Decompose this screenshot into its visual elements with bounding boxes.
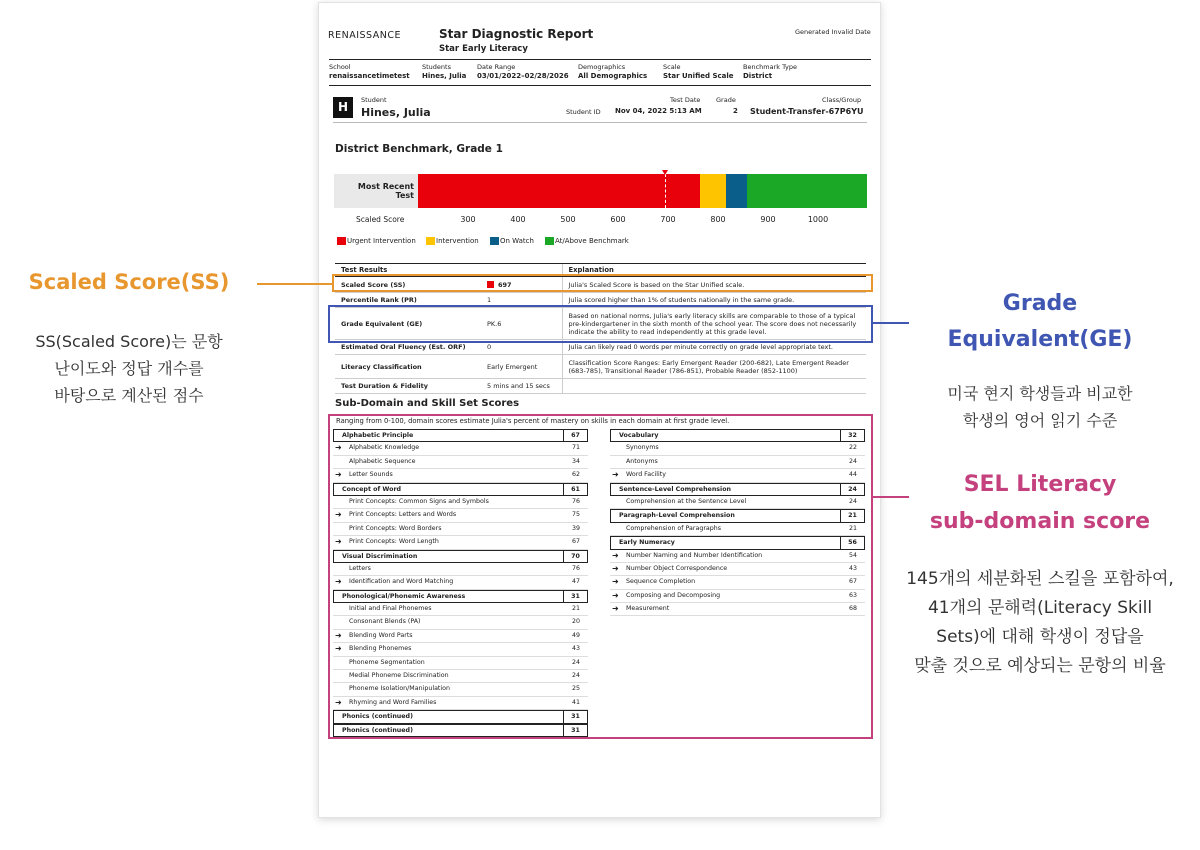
- ge-annotation-line: 학생의 영어 읽기 수준: [962, 411, 1118, 430]
- sel-highlight-box: [328, 414, 873, 739]
- arrow-right-icon: ➜: [335, 470, 342, 480]
- benchmark-type-label: Benchmark Type: [743, 63, 798, 71]
- ge-annotation-line: 미국 현지 학생들과 비교한: [947, 384, 1133, 403]
- domain-name: Vocabulary: [619, 432, 659, 439]
- ss-connector-line: [257, 283, 332, 285]
- sel-annotation-line: 맞출 것으로 예상되는 문항의 비율: [914, 656, 1166, 676]
- skill-score: 43: [848, 564, 857, 572]
- skill-score: 63: [848, 591, 857, 599]
- sel-annotation-title: [885, 466, 1195, 540]
- student-divider: [333, 122, 867, 123]
- result-row-classification: [335, 355, 866, 379]
- skill-score: 24: [571, 658, 580, 666]
- sel-annotation-title-line: SEL Literacy: [963, 472, 1117, 497]
- skill-name: Antonyms: [626, 457, 658, 465]
- ss-annotation-line: 바탕으로 계산된 점수: [54, 386, 204, 405]
- domain-score: 61: [563, 484, 587, 495]
- tick-label: 800: [710, 215, 726, 224]
- result-label: Grade Equivalent (GE): [335, 308, 481, 340]
- skill-name: Alphabetic Knowledge: [349, 444, 420, 452]
- arrow-right-icon: ➜: [335, 510, 342, 520]
- result-value: PK.6: [481, 308, 562, 340]
- benchmark-heading: District Benchmark, Grade 1: [335, 143, 503, 155]
- school-value: renaissancetimetest: [329, 72, 410, 80]
- arrow-right-icon: ➜: [612, 563, 619, 573]
- students-value: Hines, Julia: [422, 72, 467, 80]
- scaled-score-axis-label: Scaled Score: [356, 215, 405, 224]
- tick-label: 300: [460, 215, 476, 224]
- domain-score: 56: [840, 537, 864, 548]
- ge-annotation-text: [910, 380, 1170, 434]
- domain-score: 70: [563, 551, 587, 562]
- skill-name: Letter Sounds: [349, 471, 393, 479]
- arrow-right-icon: ➜: [335, 577, 342, 587]
- skill-score: 21: [848, 524, 857, 532]
- result-value: Early Emergent: [481, 355, 562, 379]
- arrow-right-icon: ➜: [612, 470, 619, 480]
- domain-name: Visual Discrimination: [342, 552, 418, 560]
- skill-name: Number Object Correspondence: [626, 564, 728, 572]
- student-label: Student: [361, 96, 387, 104]
- result-value: 1: [481, 293, 562, 308]
- intervention-band: [700, 174, 726, 208]
- result-explanation: Classification Score Ranges: Early Emergent Reader (200-682), Late Emergent Reader (683-785), Transitional Reader (786-851), Probable Reader (852-1100): [562, 355, 866, 379]
- student-name: Hines, Julia: [361, 106, 431, 119]
- skill-name: Letters: [349, 564, 371, 572]
- demographics-label: Demographics: [578, 63, 626, 71]
- generated-date: Generated Invalid Date: [795, 28, 871, 36]
- report-title: Star Diagnostic Report: [439, 27, 594, 41]
- domain-score: 21: [840, 510, 864, 521]
- skill-name: Consonant Blends (PA): [349, 618, 421, 626]
- domain-name: Paragraph-Level Comprehension: [619, 512, 735, 520]
- sel-annotation-text: [885, 565, 1195, 681]
- skill-score: 21: [571, 605, 580, 613]
- legend-swatch-urgent: [337, 237, 346, 245]
- bar-row-label: [340, 182, 414, 200]
- skill-name: Synonyms: [626, 444, 659, 452]
- result-explanation: Julia's Scaled Score is based on the Star Unified scale.: [562, 277, 866, 293]
- skill-name: Sequence Completion: [626, 578, 696, 586]
- at-above-benchmark-band: [747, 174, 867, 208]
- result-label: Percentile Rank (PR): [335, 293, 481, 308]
- ge-connector-line: [873, 322, 909, 324]
- skill-name: Print Concepts: Word Length: [349, 538, 439, 546]
- ss-highlight-box: [332, 274, 873, 292]
- skill-name: Composing and Decomposing: [626, 591, 721, 599]
- skill-name: Comprehension of Paragraphs: [626, 524, 722, 532]
- results-header-label: Test Results: [335, 264, 481, 277]
- arrow-right-icon: ➜: [612, 577, 619, 587]
- legend-swatch-intervention: [426, 237, 435, 245]
- skill-score: 44: [848, 471, 857, 479]
- result-label: Estimated Oral Fluency (Est. ORF): [335, 340, 481, 355]
- student-id-label: Student ID: [566, 108, 601, 116]
- legend-at-above-label: At/Above Benchmark: [555, 237, 629, 245]
- skill-score: 43: [571, 645, 580, 653]
- domain-score: 31: [563, 711, 587, 722]
- arrow-right-icon: ➜: [335, 697, 342, 707]
- result-explanation: Based on national norms, Julia's early literacy skills are comparable to those of a typical pre-kindergartener in the sixth month of the school year. The score does not necessarily indicate the ability to read independently at this grade level.: [562, 308, 866, 340]
- skill-name: Word Facility: [626, 471, 666, 479]
- class-label: Class/Group: [822, 96, 862, 104]
- arrow-right-icon: ➜: [335, 443, 342, 453]
- legend-urgent-label: Urgent Intervention: [347, 237, 416, 245]
- sel-annotation-line: Sets)에 대해 학생이 정답을: [936, 627, 1144, 647]
- result-row-duration: [335, 379, 866, 394]
- result-explanation: Julia scored higher than 1% of students nationally in the same grade.: [562, 293, 866, 308]
- legend-swatch-at-above: [545, 237, 554, 245]
- result-explanation: Julia can likely read 0 words per minute correctly on grade level appropriate text.: [562, 340, 866, 355]
- skill-name: Phoneme Segmentation: [349, 658, 425, 666]
- skill-name: Print Concepts: Common Signs and Symbols: [349, 497, 489, 505]
- domain-score: 67: [563, 430, 587, 441]
- arrow-right-icon: ➜: [335, 644, 342, 654]
- benchmark-type-value: District: [743, 72, 773, 80]
- renaissance-logo: RENAISSANCE: [328, 30, 401, 41]
- skill-name: Print Concepts: Word Borders: [349, 524, 442, 532]
- arrow-right-icon: ➜: [612, 550, 619, 560]
- subdomain-heading: Sub-Domain and Skill Set Scores: [335, 398, 520, 409]
- score-marker-line: [665, 174, 666, 208]
- skill-score: 41: [571, 698, 580, 706]
- skill-name: Phoneme Isolation/Manipulation: [349, 685, 450, 693]
- students-label: Students: [422, 63, 451, 71]
- skill-score: 76: [571, 497, 580, 505]
- legend-swatch-on-watch: [490, 237, 499, 245]
- demographics-value: All Demographics: [578, 72, 648, 80]
- scale-label: Scale: [663, 63, 681, 71]
- ss-annotation-line: SS(Scaled Score)는 문항: [35, 332, 223, 351]
- skill-score: 24: [848, 457, 857, 465]
- ss-annotation-text: [0, 328, 258, 409]
- skill-name: Print Concepts: Letters and Words: [349, 511, 457, 519]
- domain-name: Sentence-Level Comprehension: [619, 485, 732, 493]
- domain-score: 31: [563, 591, 587, 602]
- ge-annotation-title-line: Equivalent(GE): [947, 327, 1133, 352]
- skill-score: 71: [571, 444, 580, 452]
- result-label: Test Duration & Fidelity: [335, 379, 481, 394]
- ss-annotation-line: 난이도와 정답 개수를: [54, 359, 204, 378]
- result-label: Scaled Score (SS): [335, 277, 481, 293]
- tick-label: 600: [610, 215, 626, 224]
- subdomain-note: Ranging from 0-100, domain scores estimate Julia's percent of mastery on skills in each domain at first grade level.: [336, 417, 730, 425]
- scale-value: Star Unified Scale: [663, 72, 734, 80]
- skill-score: 47: [571, 578, 580, 586]
- tick-label: 700: [660, 215, 676, 224]
- bar-row-label-line1: Most Recent: [357, 182, 414, 191]
- ss-value: 697: [498, 280, 512, 289]
- skill-score: 68: [848, 605, 857, 613]
- domain-name: Early Numeracy: [619, 539, 675, 547]
- grade-value: 2: [733, 107, 738, 115]
- skill-score: 62: [571, 471, 580, 479]
- sel-annotation-line: 41개의 문해력(Literacy Skill: [927, 598, 1153, 618]
- bar-row-label-line2: Test: [395, 191, 414, 200]
- domain-name: Concept of Word: [342, 485, 402, 493]
- tick-label: 900: [760, 215, 776, 224]
- skill-score: 49: [571, 631, 580, 639]
- skill-score: 24: [848, 497, 857, 505]
- ge-annotation-title: [910, 286, 1170, 358]
- skill-name: Blending Phonemes: [349, 645, 412, 653]
- tick-label: 1000: [807, 215, 829, 224]
- domain-score: 32: [840, 430, 864, 441]
- score-marker-icon: [662, 170, 668, 175]
- result-value: 5 mins and 15 secs: [481, 379, 562, 394]
- domain-score: 24: [840, 484, 864, 495]
- test-date-label: Test Date: [670, 96, 701, 104]
- skill-score: 25: [571, 685, 580, 693]
- grade-label: Grade: [716, 96, 736, 104]
- school-label: School: [329, 63, 351, 71]
- sel-annotation-title-line: sub-domain score: [929, 509, 1151, 534]
- skill-name: Measurement: [626, 605, 670, 613]
- ge-highlight-box: [328, 305, 873, 343]
- class-value: Student-Transfer-67P6YU: [750, 107, 864, 116]
- test-date-value: Nov 04, 2022 5:13 AM: [615, 107, 702, 115]
- skill-name: Number Naming and Number Identification: [626, 551, 763, 559]
- skill-name: Blending Word Parts: [349, 631, 413, 639]
- header-divider: [329, 59, 871, 60]
- result-explanation: [562, 379, 866, 394]
- sel-annotation-line: 145개의 세분화된 스킬을 포함하여,: [906, 569, 1174, 589]
- skill-score: 67: [571, 538, 580, 546]
- skill-name: Rhyming and Word Families: [349, 698, 437, 706]
- domain-name: Alphabetic Principle: [342, 432, 414, 439]
- arrow-right-icon: ➜: [612, 604, 619, 614]
- urgent-intervention-band: [418, 174, 700, 208]
- ss-annotation-title: Scaled Score(SS): [28, 270, 230, 294]
- on-watch-band: [726, 174, 747, 208]
- result-value: 0: [481, 340, 562, 355]
- result-label: Literacy Classification: [335, 355, 481, 379]
- legend-intervention-label: Intervention: [436, 237, 479, 245]
- ge-annotation-title-line: Grade: [1002, 291, 1078, 316]
- skill-name: Comprehension at the Sentence Level: [626, 497, 747, 505]
- skill-name: Initial and Final Phonemes: [349, 605, 432, 613]
- domain-name: Phonics (continued): [342, 726, 413, 734]
- skill-name: Alphabetic Sequence: [349, 457, 416, 465]
- skill-score: 24: [571, 672, 580, 680]
- skill-score: 20: [571, 618, 580, 626]
- domain-name: Phonics (continued): [342, 713, 413, 721]
- skill-score: 67: [848, 578, 857, 586]
- skill-score: 39: [571, 524, 580, 532]
- results-header-explanation: Explanation: [562, 264, 866, 277]
- student-initial-badge: H: [333, 97, 353, 118]
- tick-label: 400: [510, 215, 526, 224]
- meta-divider: [329, 85, 871, 86]
- skill-score: 75: [571, 511, 580, 519]
- skill-score: 76: [571, 564, 580, 572]
- report-subtitle: Star Early Literacy: [439, 44, 528, 54]
- arrow-right-icon: ➜: [335, 537, 342, 547]
- skill-score: 34: [571, 457, 580, 465]
- date-range-value: 03/01/2022–02/28/2026: [477, 72, 569, 80]
- skill-score: 22: [848, 444, 857, 452]
- date-range-label: Date Range: [477, 63, 516, 71]
- skill-name: Medial Phoneme Discrimination: [349, 672, 449, 680]
- domain-name: Phonological/Phonemic Awareness: [342, 592, 466, 600]
- skill-score: 54: [848, 551, 857, 559]
- tick-label: 500: [560, 215, 576, 224]
- arrow-right-icon: ➜: [335, 630, 342, 640]
- domain-score: 31: [563, 725, 587, 736]
- arrow-right-icon: ➜: [612, 590, 619, 600]
- skill-name: Identification and Word Matching: [349, 578, 454, 586]
- legend-on-watch-label: On Watch: [500, 237, 534, 245]
